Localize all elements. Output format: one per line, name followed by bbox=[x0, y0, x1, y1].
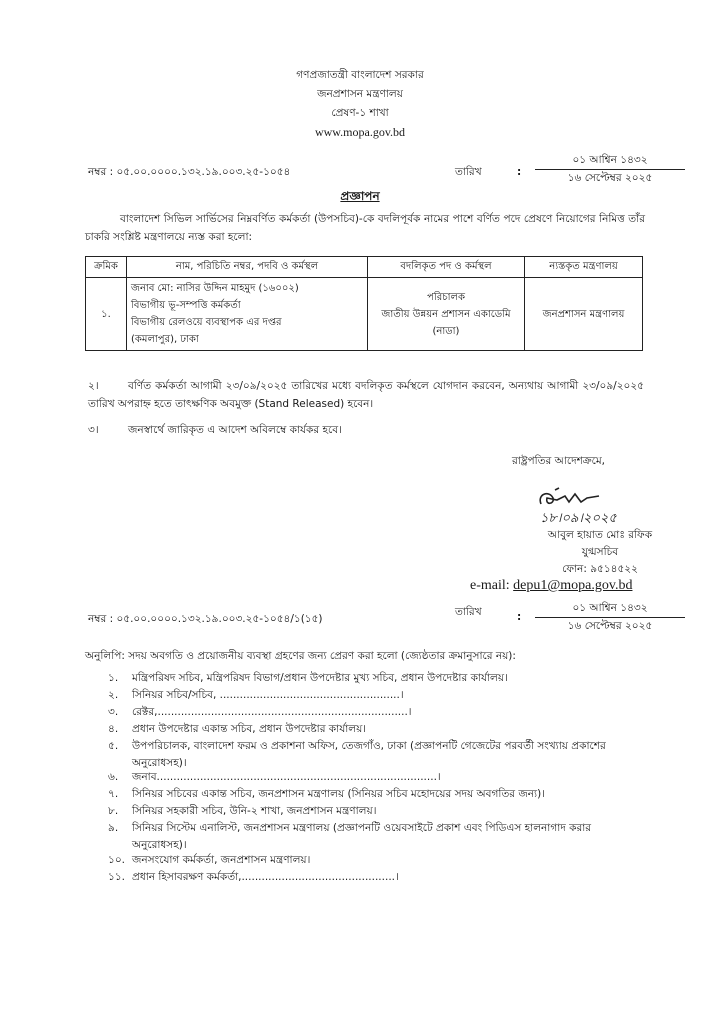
memo-number: নম্বর : ০৫.০০.০০০০.১৩২.১৯.০০৩.২৫-১০৫৪ bbox=[88, 166, 291, 178]
letterhead bbox=[0, 66, 720, 142]
ministry-name: জনপ্রশাসন মন্ত্রণালয় bbox=[317, 88, 403, 100]
col-ministry: ন্যস্তকৃত মন্ত্রণালয় bbox=[525, 257, 643, 278]
row-ministry: জনপ্রশাসন মন্ত্রণালয় bbox=[525, 278, 643, 351]
col-transferred-post: বদলিকৃত পদ ও কর্মস্থল bbox=[368, 257, 525, 278]
intro-paragraph: বাংলাদেশ সিভিল সার্ভিসের নিম্নবর্ণিত কর্মকর্তা (উপসচিব)-কে বদলিপূর্বক নামের পাশে বর্ণিত পদে প্রেষণে নিয়োগের নিমিত্ত তাঁর চাকরি সংশ্লিষ্ট মন্ত্রণালয়ে ন্যস্ত করা হলো: bbox=[85, 213, 645, 243]
handwritten-date: ১৮।০৯।২০২৫ bbox=[540, 511, 617, 526]
new-workplace-abbr: (নাডা) bbox=[432, 325, 460, 337]
document-title: প্রজ্ঞাপন bbox=[340, 189, 380, 203]
officer-designation: বিভাগীয় ভূ-সম্পত্তি কর্মকর্তা bbox=[131, 300, 241, 311]
email-link[interactable]: depu1@mopa.gov.bd bbox=[513, 578, 633, 593]
officer-office: বিভাগীয় রেলওয়ে ব্যবস্থাপক এর দপ্তর bbox=[131, 317, 282, 328]
copy-memo-date bbox=[535, 600, 685, 635]
copy-date-bangla: ০১ আশ্বিন ১৪৩২ bbox=[535, 600, 685, 618]
transfer-table bbox=[85, 256, 643, 351]
copy-date-colon: : bbox=[517, 611, 522, 623]
copy-intro: অনুলিপি: সদয় অবগতি ও প্রয়োজনীয় ব্যবস্থা গ্রহণের জন্য প্রেরণ করা হলো (জ্যেষ্ঠতার ক্রমানুসারে নয়): bbox=[85, 650, 516, 662]
new-workplace: জাতীয় উন্নয়ন প্রশাসন একাডেমি bbox=[381, 308, 511, 320]
signatory-block bbox=[530, 527, 670, 578]
row-serial: ১. bbox=[86, 278, 127, 351]
signature-scribble bbox=[535, 486, 605, 512]
date-gregorian: ১৬ সেপ্টেম্বর ২০২৫ bbox=[567, 172, 653, 184]
copy-date-label: তারিখ bbox=[455, 606, 482, 618]
para3-number: ৩। bbox=[88, 424, 99, 436]
signatory-designation: যুগ্মসচিব bbox=[581, 546, 619, 558]
para2-number: ২। bbox=[88, 380, 99, 392]
website-link[interactable]: www.mopa.gov.bd bbox=[314, 125, 406, 139]
col-name: নাম, পরিচিতি নম্বর, পদবি ও কর্মস্থল bbox=[127, 257, 368, 278]
para2-text: বর্ণিত কর্মকর্তা আগামী ২৩/০৯/২০২৫ তারিখের মধ্যে বদলিকৃত কর্মস্থলে যোগদান করবেন, অন্যথায় আগামী ২৩/০৯/২০২৫ তারিখ অপরাহ্ন হতে তাৎক্ষণিক অবমুক্ত (Stand Released) হবেন। bbox=[88, 380, 644, 410]
date-bangla: ০১ আশ্বিন ১৪৩২ bbox=[535, 152, 685, 170]
table-row bbox=[86, 278, 643, 351]
signatory-phone: ফোন: ৯৫১৪৫২২ bbox=[562, 563, 638, 575]
copy-memo-number: নম্বর : ০৫.০০.০০০০.১৩২.১৯.০০৩.২৫-১০৫৪/১(১৫) bbox=[88, 613, 323, 625]
table-header-row bbox=[86, 257, 643, 278]
officer-name: জনাব মো: নাসির উদ্দিন মাহমুদ (১৬০০২) bbox=[131, 283, 299, 294]
signatory-email bbox=[470, 576, 632, 596]
memo-date bbox=[535, 152, 685, 187]
copy-date-gregorian: ১৬ সেপ্টেম্বর ২০২৫ bbox=[567, 620, 653, 632]
presidential-order: রাষ্ট্রপতির আদেশক্রমে, bbox=[512, 455, 605, 467]
para3-text: জনস্বার্থে জারিকৃত এ আদেশ অবিলম্বে কার্যকর হবে। bbox=[128, 424, 342, 436]
signatory-name: আবুল হায়াত মোঃ রফিক bbox=[547, 529, 653, 541]
col-serial: ক্রমিক bbox=[86, 257, 127, 278]
date-colon: : bbox=[517, 166, 522, 178]
section-name: প্রেষণ-১ শাখা bbox=[331, 107, 389, 119]
email-label: e-mail: bbox=[470, 578, 514, 593]
row-name-cell bbox=[127, 278, 368, 351]
date-label: তারিখ bbox=[455, 166, 482, 178]
row-post-cell bbox=[368, 278, 525, 351]
new-post: পরিচালক bbox=[427, 291, 465, 303]
government-name: গণপ্রজাতন্ত্রী বাংলাদেশ সরকার bbox=[296, 69, 424, 81]
officer-location: (কমলাপুর), ঢাকা bbox=[131, 334, 199, 345]
